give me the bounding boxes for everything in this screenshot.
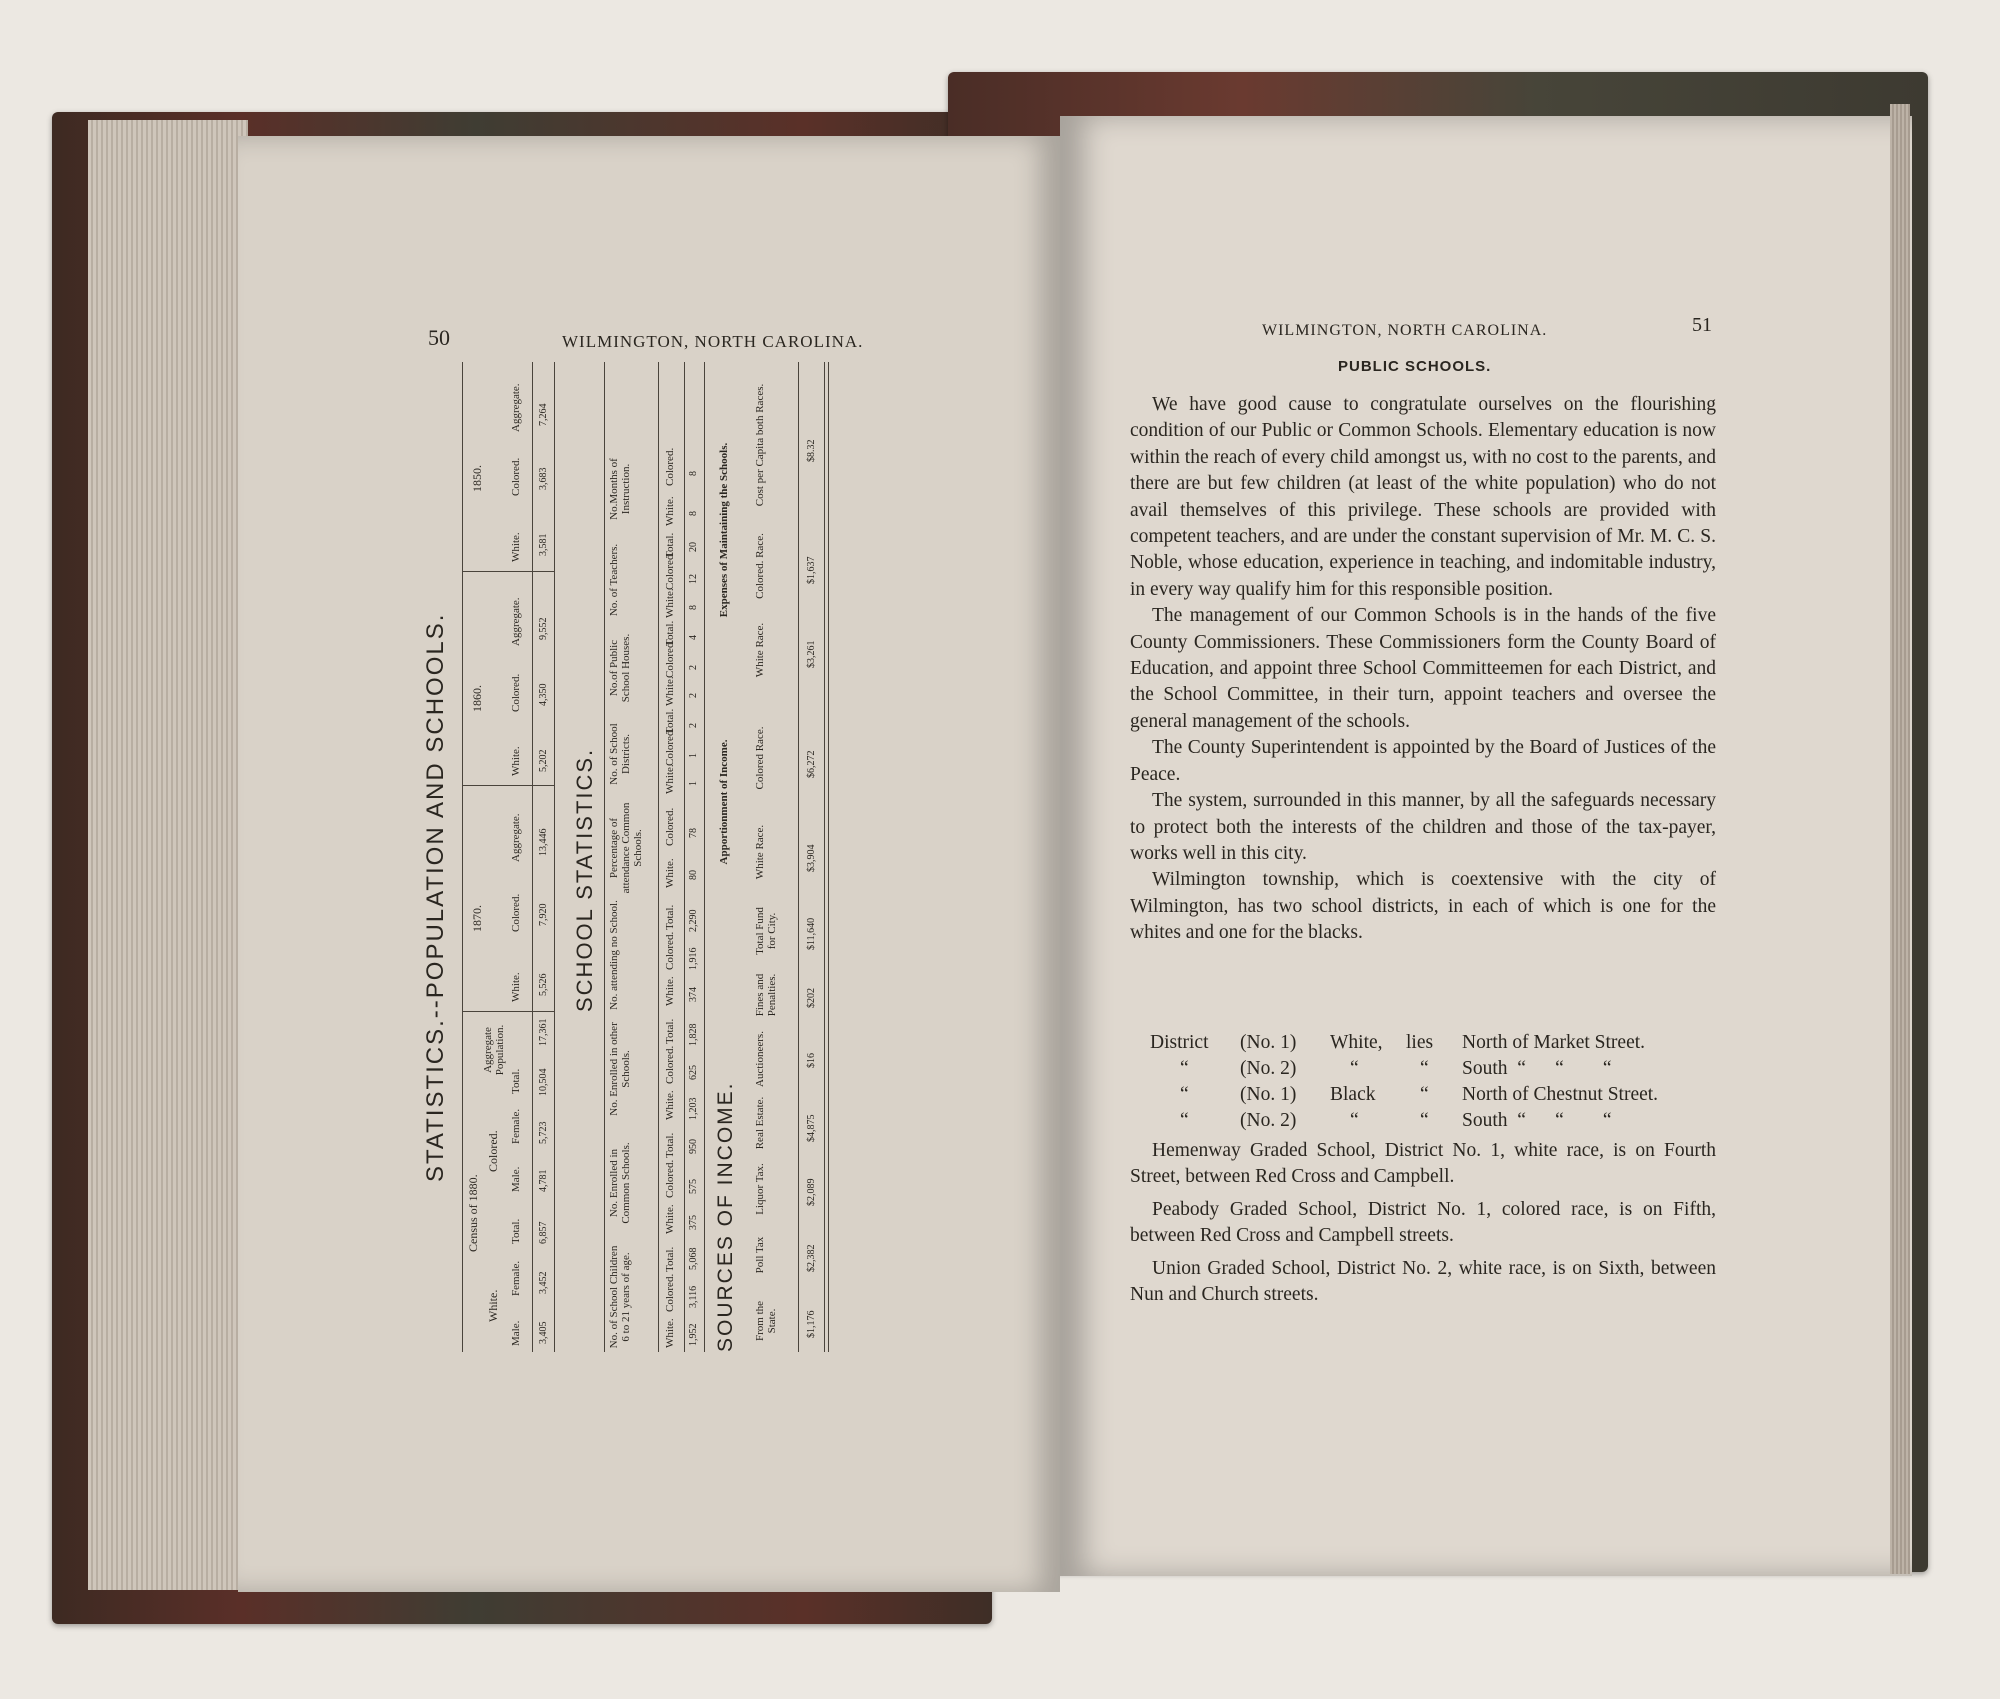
- school-entry: Union Graded School, District No. 2, white race, is on Sixth, between Nun and Church streets.: [1130, 1257, 1716, 1306]
- school-value: 1,203: [688, 1097, 699, 1120]
- expenses-label: Expenses of Maintaining the Schools.: [718, 442, 730, 618]
- income-value: $16: [806, 1053, 817, 1068]
- district-row: [1150, 1030, 1720, 1056]
- income-value: $4,875: [806, 1114, 817, 1142]
- rule: [684, 362, 685, 1352]
- school-value: 1,828: [688, 1023, 699, 1046]
- school-col: White.: [664, 764, 676, 794]
- school-value: 2: [688, 693, 699, 698]
- year-1850: 1850.: [470, 465, 484, 492]
- year-1870: 1870.: [470, 905, 484, 932]
- school-col: Colored.: [664, 807, 676, 846]
- school-col: White.: [664, 588, 676, 618]
- school-entry: Peabody Graded School, District No. 1, colored race, is on Fifth, between Red Cross and Campbell streets.: [1130, 1198, 1716, 1247]
- census-col: Male.: [510, 1166, 522, 1192]
- income-col: From the State.: [754, 1300, 778, 1342]
- right-running-head: WILMINGTON, NORTH CAROLINA.: [1262, 322, 1548, 339]
- public-schools-heading: PUBLIC SCHOOLS.: [1338, 358, 1492, 375]
- statistics-block: [422, 362, 942, 1352]
- school-col: Colored.: [664, 1159, 676, 1198]
- rule: [658, 362, 659, 1352]
- paragraph: Wilmington township, which is coextensive with the city of Wilmington, has two school districts, in each of which is one for the whites and one for the blacks.: [1130, 869, 1716, 944]
- year-value: 9,552: [538, 617, 549, 640]
- district-cell: (No. 1): [1240, 1032, 1297, 1053]
- district-cell: lies: [1406, 1032, 1434, 1053]
- district-list: [1150, 1030, 1720, 1134]
- income-value: $2,382: [806, 1244, 817, 1272]
- rule: [532, 362, 533, 1352]
- page-stack: [88, 120, 248, 1590]
- year-1860: 1860.: [470, 685, 484, 712]
- population-title: STATISTICS.--POPULATION AND SCHOOLS.: [422, 612, 449, 1182]
- income-col: Auctioneers.: [754, 1031, 766, 1087]
- school-col: Colored.: [664, 639, 676, 678]
- school-col: White.: [664, 858, 676, 888]
- school-value: 1,952: [688, 1323, 699, 1346]
- district-cell: (No. 2): [1240, 1058, 1297, 1079]
- district-cell: North of Market Street.: [1462, 1032, 1646, 1053]
- school-group-label: No. Enrolled in Common Schools.: [608, 1142, 632, 1224]
- school-value: 1: [688, 753, 699, 758]
- district-cell: Black: [1330, 1084, 1376, 1105]
- census-col: Total.: [510, 1068, 522, 1094]
- district-row: [1150, 1082, 1720, 1108]
- district-cell: (No. 1): [1240, 1084, 1297, 1105]
- school-group-label: No. attending no School.: [608, 900, 620, 1010]
- school-group-label: No. of Teachers.: [608, 543, 620, 617]
- school-value: 78: [688, 828, 699, 838]
- census-col: Female.: [510, 1108, 522, 1144]
- school-col: Colored.: [664, 447, 676, 486]
- col-rule: [462, 785, 554, 786]
- census-value: 4,781: [538, 1169, 549, 1192]
- left-page-number: 50: [428, 325, 450, 350]
- year-value: 7,264: [538, 403, 549, 426]
- rotated-statistics: [422, 362, 942, 1352]
- year-col: Aggregate.: [510, 383, 522, 432]
- school-col: Total.: [664, 1018, 676, 1044]
- year-col: Colored.: [510, 893, 522, 932]
- expenses-col: White Race.: [754, 622, 766, 678]
- apportionment-label: Apportionment of Income.: [718, 739, 730, 865]
- census-value: 10,504: [538, 1068, 549, 1096]
- school-value: 8: [688, 471, 699, 476]
- district-cell: “: [1180, 1058, 1189, 1079]
- year-value: 13,446: [538, 828, 549, 856]
- paragraph: The County Superintendent is appointed by the Board of Justices of the Peace.: [1130, 737, 1716, 785]
- school-value: 374: [688, 987, 699, 1002]
- school-col: White.: [664, 976, 676, 1006]
- income-value: $202: [806, 988, 817, 1008]
- school-col: White.: [664, 496, 676, 526]
- col-rule: [462, 1011, 554, 1012]
- school-value: 1: [688, 781, 699, 786]
- paragraph: We have good cause to congratulate ourselves on the flourishing condition of our Public or Common Schools. Elementary education is now within the reach of every child amongst us, with no cost to the parents, and there are but few children (at least of the white population) who do not avail themselves of this privilege. These schools are provided with competent teachers, and are under the constant supervision of Mr. M. C. S. Noble, whose education, experience in teaching, and indomitable industry, in every way qualify him for this responsible position.: [1130, 394, 1716, 600]
- school-value: 625: [688, 1065, 699, 1080]
- year-value: 5,202: [538, 749, 549, 772]
- year-value: 4,350: [538, 683, 549, 706]
- school-value: 20: [688, 542, 699, 552]
- school-col: Total.: [664, 904, 676, 930]
- right-page-number: 51: [1692, 314, 1712, 336]
- rule: [824, 362, 825, 1352]
- census-value: 17,361: [538, 1018, 549, 1046]
- district-cell: “: [1180, 1084, 1189, 1105]
- school-col: Colored.: [664, 1045, 676, 1084]
- apportionment-col: Colored Race.: [754, 726, 766, 790]
- expenses-value: $1,637: [806, 556, 817, 584]
- school-value: 375: [688, 1215, 699, 1230]
- census-aggregate-label: Aggregate Population.: [482, 1024, 506, 1076]
- school-col: White.: [664, 1318, 676, 1348]
- district-cell: White,: [1330, 1032, 1383, 1053]
- district-row: [1150, 1108, 1720, 1134]
- district-cell: South “ “ “: [1462, 1110, 1612, 1131]
- income-col: Liquor Tax.: [754, 1163, 766, 1215]
- public-schools-text: [1130, 392, 1716, 947]
- year-col: White.: [510, 972, 522, 1002]
- district-cell: District: [1150, 1032, 1209, 1053]
- school-col: White.: [664, 1090, 676, 1120]
- school-value: 2: [688, 723, 699, 728]
- school-col: White.: [664, 1204, 676, 1234]
- year-value: 7,920: [538, 903, 549, 926]
- year-col: Colored.: [510, 673, 522, 712]
- district-cell: “: [1180, 1110, 1189, 1131]
- expenses-col: Colored. Race.: [754, 533, 766, 599]
- income-value: $11,640: [806, 917, 817, 950]
- school-value: 950: [688, 1139, 699, 1154]
- apportionment-value: $3,904: [806, 844, 817, 872]
- income-value: $1,176: [806, 1310, 817, 1338]
- rule: [604, 362, 605, 1352]
- school-value: 3,116: [688, 1285, 699, 1308]
- school-value: 12: [688, 574, 699, 584]
- district-cell: “: [1420, 1110, 1429, 1131]
- school-col: Colored.: [664, 1273, 676, 1312]
- school-value: 2,290: [688, 909, 699, 932]
- school-value: 2: [688, 665, 699, 670]
- census-colored-label: Colored.: [486, 1130, 500, 1172]
- rule: [704, 362, 705, 1352]
- school-value: 8: [688, 605, 699, 610]
- school-value: 4: [688, 635, 699, 640]
- school-group-label: No. of School Districts.: [608, 723, 632, 785]
- year-value: 3,581: [538, 533, 549, 556]
- census-white-label: White.: [486, 1289, 500, 1322]
- year-value: 3,683: [538, 467, 549, 490]
- school-value: 8: [688, 511, 699, 516]
- census-col: Female.: [510, 1260, 522, 1296]
- year-col: White.: [510, 746, 522, 776]
- income-col: Poll Tax: [754, 1236, 766, 1274]
- paragraph: The system, surrounded in this manner, by all the safeguards necessary to protect both the interests of the children and those of the tax-payer, works well in this city.: [1130, 790, 1716, 864]
- rule: [798, 362, 799, 1352]
- school-entry: Hemenway Graded School, District No. 1, white race, is on Fourth Street, between Red Cross and Campbell.: [1130, 1140, 1716, 1188]
- school-value: 575: [688, 1179, 699, 1194]
- school-col: White.: [664, 676, 676, 706]
- year-col: Aggregate.: [510, 813, 522, 862]
- census-value: 5,723: [538, 1121, 549, 1144]
- left-running-head: WILMINGTON, NORTH CAROLINA.: [562, 332, 864, 351]
- year-col: Colored.: [510, 457, 522, 496]
- right-page-edge: [1890, 104, 1910, 1574]
- census-value: 6,857: [538, 1221, 549, 1244]
- school-col: Total.: [664, 532, 676, 558]
- district-cell: North of Chestnut Street.: [1462, 1084, 1659, 1105]
- income-col: Fines and Penalties.: [754, 973, 778, 1017]
- district-cell: “: [1420, 1084, 1429, 1105]
- paragraph: The management of our Common Schools is in the hands of the five County Commissioners. These Commissioners form the County Board of Education, and appoint three School Committeemen for each District, and the School Committee, in their turn, appoint teachers and oversee the general management of the schools.: [1130, 605, 1716, 732]
- expenses-col: Cost per Capita both Races.: [754, 383, 766, 507]
- district-cell: “: [1350, 1058, 1359, 1079]
- school-value: 5,068: [688, 1247, 699, 1270]
- apportionment-value: $6,272: [806, 750, 817, 778]
- apportionment-col: White Race.: [754, 824, 766, 880]
- district-cell: South “ “ “: [1462, 1058, 1612, 1079]
- district-cell: (No. 2): [1240, 1110, 1297, 1131]
- year-col: Aggregate.: [510, 597, 522, 646]
- school-group-label: Percentage of attendance Common Schools.: [608, 802, 644, 894]
- school-value: 80: [688, 870, 699, 880]
- year-value: 5,526: [538, 973, 549, 996]
- income-value: $2,089: [806, 1178, 817, 1206]
- census-value: 3,452: [538, 1271, 549, 1294]
- col-rule: [462, 571, 554, 572]
- district-row: [1150, 1056, 1720, 1082]
- district-cell: “: [1420, 1058, 1429, 1079]
- income-col: Total Fund for City.: [754, 907, 778, 955]
- census-col: Male.: [510, 1320, 522, 1346]
- rule: [828, 362, 829, 1352]
- school-group-label: No. of School Children 6 to 21 years of age.: [608, 1245, 632, 1349]
- school-col: Colored.: [664, 551, 676, 590]
- school-group-label: No.Months of Instruction.: [608, 458, 632, 520]
- district-cell: “: [1350, 1110, 1359, 1131]
- school-title: SCHOOL STATISTICS.: [572, 747, 597, 1012]
- census-heading: Census of 1880.: [466, 1174, 480, 1252]
- income-title: SOURCES OF INCOME.: [714, 1081, 737, 1352]
- census-value: 3,405: [538, 1321, 549, 1344]
- school-col: Total.: [664, 1132, 676, 1158]
- school-group-label: No. Enrolled in other Schools.: [608, 1022, 632, 1116]
- expenses-value: $8.32: [806, 439, 817, 462]
- expenses-value: $3,261: [806, 640, 817, 668]
- income-col: Real Estate.: [754, 1096, 766, 1150]
- year-col: White.: [510, 532, 522, 562]
- school-col: Colored.: [664, 931, 676, 970]
- school-col: Total.: [664, 620, 676, 646]
- school-group-label: No.of Public School Houses.: [608, 633, 632, 703]
- census-col: Total.: [510, 1218, 522, 1244]
- school-value: 1,916: [688, 947, 699, 970]
- school-col: Total.: [664, 708, 676, 734]
- rule: [462, 362, 463, 1352]
- schools-list: [1130, 1138, 1716, 1314]
- rule: [554, 362, 555, 1352]
- school-col: Total.: [664, 1246, 676, 1272]
- school-col: Colored.: [664, 727, 676, 766]
